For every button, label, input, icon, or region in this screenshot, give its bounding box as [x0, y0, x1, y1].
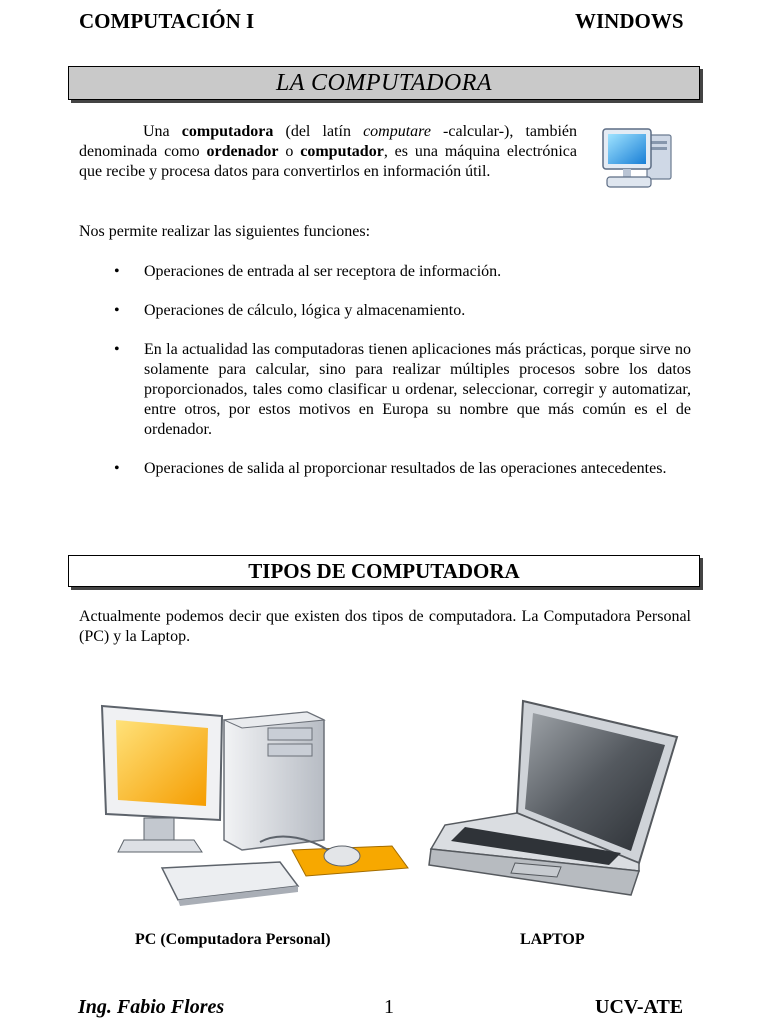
- bullet: •: [114, 302, 120, 319]
- list-item: • Operaciones de cálculo, lógica y almacenamiento.: [114, 302, 466, 319]
- bullet: •: [114, 460, 120, 477]
- list-item: • En la actualidad las computadoras tienen aplicaciones más prácticas, porque sirve no solamente para calcular, sino para realizar múltiples procesos sobre los datos proporcionados, tales como clasificar u ordenar, seleccionar, corregir y automatizar, entre otros, por estos motivos en Europa su nombre que más común es el de ordenador.: [114, 341, 691, 438]
- caption-pc: PC (Computadora Personal): [135, 931, 331, 948]
- bullet: •: [114, 263, 120, 280]
- section-title-computadora: LA COMPUTADORA: [68, 66, 700, 100]
- intro-paragraph: Una computadora (del latín computare -calcular-), también denominada como ordenador o computador, es una máquina electrónica que recibe y procesa datos para convertirlos en información útil.: [79, 123, 578, 180]
- footer-author: Ing. Fabio Flores: [78, 996, 225, 1018]
- caption-laptop: LAPTOP: [520, 931, 585, 948]
- header-course-title: COMPUTACIÓN I: [79, 9, 255, 33]
- page-number: 1: [384, 996, 394, 1018]
- functions-lead: Nos permite realizar las siguientes funciones:: [79, 223, 371, 240]
- section-title-tipos: TIPOS DE COMPUTADORA: [68, 555, 700, 587]
- laptop-illustration: [425, 695, 685, 915]
- types-paragraph: Actualmente podemos decir que existen dos tipos de computadora. La Computadora Personal (PC) y la Laptop.: [79, 608, 691, 645]
- header-topic: WINDOWS: [575, 9, 684, 33]
- computer-monitor-icon: [601, 123, 675, 193]
- list-item: • Operaciones de salida al proporcionar resultados de las operaciones antecedentes.: [114, 460, 667, 477]
- bullet: •: [114, 341, 120, 358]
- list-item: • Operaciones de entrada al ser receptora de información.: [114, 263, 502, 280]
- footer-institution: UCV-ATE: [595, 996, 684, 1018]
- desktop-pc-illustration: [92, 690, 412, 910]
- functions-list: [79, 262, 691, 498]
